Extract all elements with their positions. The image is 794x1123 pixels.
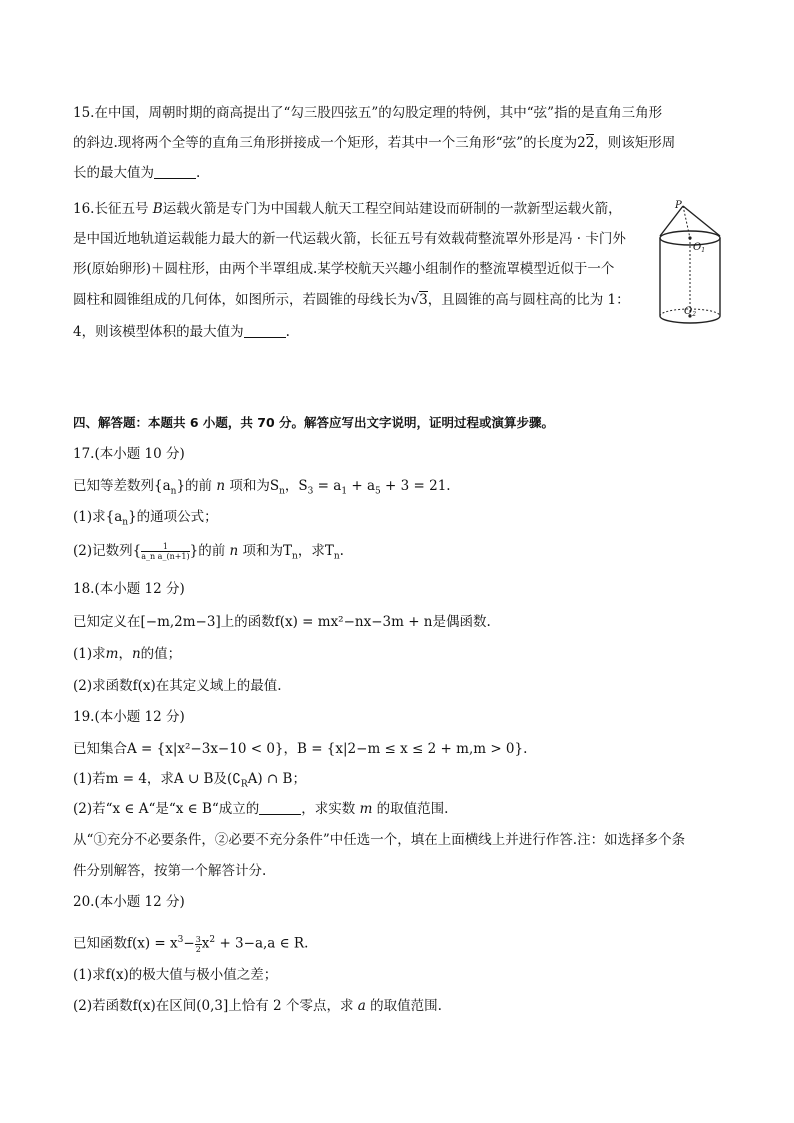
q20-stem: 已知函数$f(x) = x^3-$ $\frac{3}{2}$ $x^2 + 3-a,a$ ∈ R. <box>73 934 309 954</box>
q18-head: 18.(本小题 12 分) <box>73 581 185 597</box>
bottom-center-label: $O_2$ <box>684 306 697 318</box>
answer-blank <box>259 800 301 815</box>
q19-head: 19.(本小题 12 分) <box>73 709 185 725</box>
q16-line-1: 16.长征五号 B运载火箭是专门为中国载人航天工程空间站建设而研制的一款新型运载火箭， <box>73 201 622 217</box>
q18-part-2: (2)求函数f(x)在其定义域上的最值. <box>73 678 282 694</box>
fraction: $\frac{1}{\text{a\_n a\_(n+1)}}$ <box>141 542 190 561</box>
q19-part-1: (1)若m = 4，求A ∪ B及$(∁_RA)$ ∩ B； <box>73 771 306 790</box>
q17-part-1: (1)求$\{a_n\}$的通项公式； <box>73 509 218 528</box>
top-center-label: $O_1$ <box>693 242 706 254</box>
fraction: $\frac{3}{2}$ <box>195 934 201 954</box>
q18-stem: 已知定义在[−m,2m−3]上的函数f(x) = mx²−nx−3m + n是偶函数. <box>73 614 491 630</box>
q18-part-1: (1)求m，n的值； <box>73 646 182 662</box>
q16-line-4: 圆柱和圆锥组成的几何体，如图所示，若圆锥的母线长为√3，且圆锥的高与圆柱高的比为 1： <box>73 292 630 308</box>
answer-blank <box>154 164 196 179</box>
apex-label: P <box>675 200 682 211</box>
q16-line-3: 形(原始卵形)＋圆柱形，由两个半罩组成.某学校航天兴趣小组制作的整流罩模型近似于一个 <box>73 261 615 277</box>
q19-stem: 已知集合A = {x|x²−3x−10 < 0}，B = {x|2−m ≤ x ≤ 2 + m,m > 0}. <box>73 741 528 757</box>
q19-note-1: 从“①充分不必要条件，②必要不充分条件”中任选一个，填在上面横线上并进行作答.注：如选择多个条 <box>73 832 686 848</box>
q20-part-1: (1)求f(x)的极大值与极小值之差； <box>73 967 278 983</box>
q15-line-2: 的斜边.现将两个全等的直角三角形拼接成一个矩形，若其中一个三角形“弦”的长度为22，则该矩形周 <box>73 135 676 151</box>
section-heading: 四、解答题：本题共 6 小题，共 70 分。解答应写出文字说明，证明过程或演算步骤。 <box>73 415 555 430</box>
q15-line-1: 15.在中国，周朝时期的商高提出了“勾三股四弦五”的勾股定理的特例，其中“弦”指的是直角三角形 <box>73 105 663 121</box>
cone-cylinder-figure <box>655 200 735 335</box>
q17-stem: 已知等差数列$\{a_n\}$的前 n 项和为$S_n$，$S_3 = a_1 + a_5 + 3 = 21$. <box>73 478 451 497</box>
q16-line-2: 是中国近地轨道运载能力最大的新一代运载火箭，长征五号有效载荷整流罩外形是冯 · 卡门外 <box>73 231 626 247</box>
q19-part-2: (2)若“x ∈ A“是“x ∈ B“成立的 ，求实数 m 的取值范围. <box>73 801 449 817</box>
q16-line-5: 4，则该模型体积的最大值为 . <box>73 324 290 340</box>
q20-part-2: (2)若函数f(x)在区间(0,3]上恰有 2 个零点，求 a 的取值范围. <box>73 998 442 1014</box>
answer-blank <box>244 323 286 338</box>
q17-head: 17.(本小题 10 分) <box>73 446 185 462</box>
q19-note-2: 件分别解答，按第一个解答计分. <box>73 863 267 879</box>
q17-part-2: (2)记数列{ $\frac{1}{\text{a\_n a\_(n+1)}}$ }的前 n 项和为$T_n$，求$T_n$. <box>73 542 344 562</box>
q20-head: 20.(本小题 12 分) <box>73 894 185 910</box>
q15-line-3: 长的最大值为 . <box>73 165 201 181</box>
